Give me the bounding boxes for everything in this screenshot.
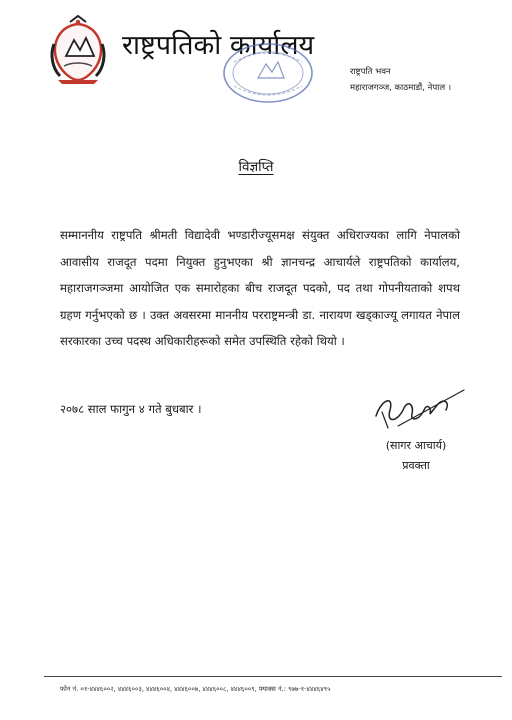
handwritten-signature-icon: [368, 382, 468, 438]
office-seal-stamp-icon: [220, 40, 316, 106]
footer-contact: फोन नं. ०१-४४४६००२, ४४४६००३, ४४४६००४, ४४४६००७, ४४४६००८, ४४४६००९, फ्याक्स नं.: ९७७-१-४४४६४९५: [60, 685, 331, 693]
office-title: राष्ट्रपतिको कार्यालय: [122, 30, 315, 61]
notice-date: २०७८ साल फागुन ४ गते बुधबार ।: [60, 402, 202, 416]
signatory-name: (सागर आचार्य): [385, 439, 447, 452]
office-address: [350, 64, 451, 96]
nepal-emblem-icon: [42, 14, 114, 86]
signatory-title: प्रवक्ता: [402, 459, 430, 472]
notice-body: सम्माननीय राष्ट्रपति श्रीमती विद्यादेवी भण्डारीज्यूसमक्ष संयुक्त अधिराज्यका लागि नेपालको आवासीय राजदूत पदमा नियुक्त हुनुभएका श्री ज्ञानचन्द्र आचार्यले राष्ट्रपतिको कार्यालय, महाराजगञ्जमा आयोजित एक समारोहका बीच राजदूत पदको, पद तथा गोपनीयताको शपथ ग्रहण गर्नुभएको छ । उक्त अवसरमा माननीय परराष्ट्रमन्त्री डा. नारायण खड्काज्यू लगायत नेपाल सरकारका उच्च पदस्थ अधिकारीहरूको समेत उपस्थिति रहेको थियो ।: [60, 228, 460, 348]
address-line-building: राष्ट्रपति भवन: [350, 67, 391, 77]
address-line-location: महाराजगञ्ज, काठमाडौं, नेपाल ।: [350, 83, 452, 93]
notice-heading: विज्ञप्ति: [238, 159, 274, 175]
footer-divider: [44, 676, 502, 677]
